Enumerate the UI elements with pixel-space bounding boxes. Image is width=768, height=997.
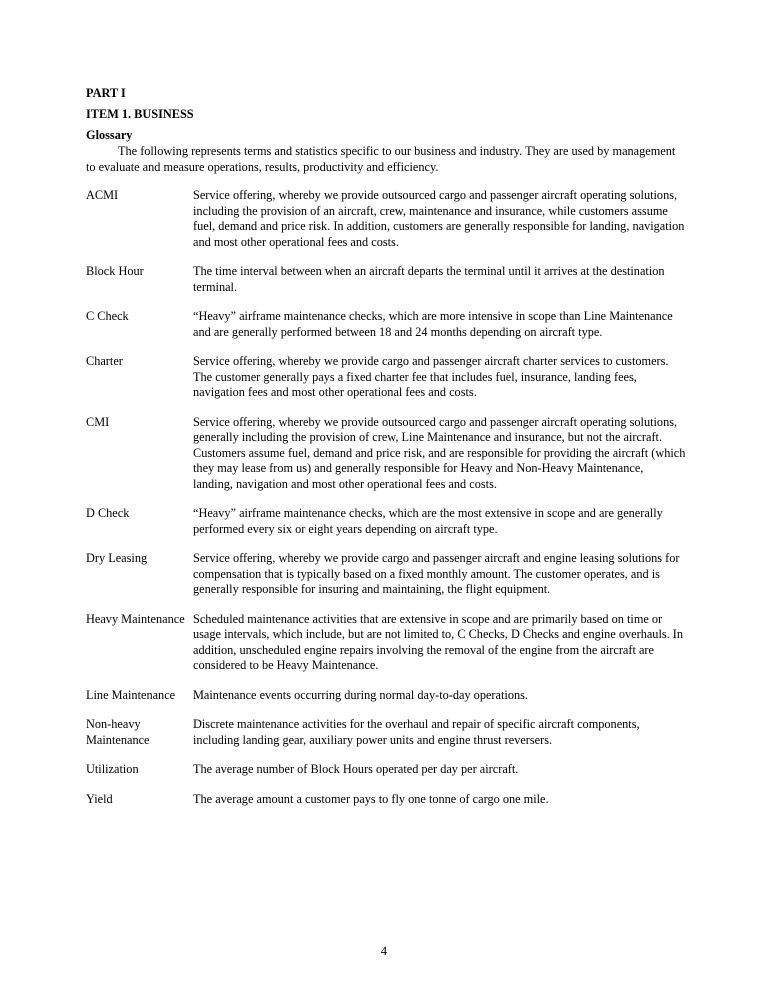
item-title: ITEM 1. BUSINESS	[86, 107, 194, 121]
section-title: Glossary	[86, 128, 133, 142]
glossary-definition: Service offering, whereby we provide cargo and passenger aircraft and engine leasing solutions for compensation that is typically based on a fixed monthly amount. The customer operates, and is generally responsible for insuring and maintaining, the flight equipment.	[193, 551, 680, 596]
glossary-definition: Service offering, whereby we provide outsourced cargo and passenger aircraft operating solutions, generally including the provision of crew, Line Maintenance and insurance, but not the aircraft. Customers assume fuel, demand and price risk, and are responsible for providing the aircraft (which they may lease from us) and generally responsible for Heavy and Non-Heavy Maintenance, landing, navigation and most other operational fees and costs.	[193, 414, 686, 491]
glossary-definition: Maintenance events occurring during normal day-to-day operations.	[193, 687, 528, 702]
glossary-term: Utilization	[86, 762, 139, 776]
glossary-definition: The average amount a customer pays to fly one tonne of cargo one mile.	[193, 791, 549, 806]
glossary-entry-non-heavy-maintenance	[86, 717, 686, 748]
glossary-entry-yield	[86, 792, 686, 808]
glossary-entry-line-maintenance	[86, 688, 686, 704]
glossary-term: CMI	[86, 414, 110, 429]
glossary-entry-charter	[86, 354, 686, 401]
glossary-term: Block Hour	[86, 264, 144, 278]
glossary-term: Heavy Maintenance	[86, 611, 185, 626]
glossary-term: Non-heavy Maintenance	[86, 717, 150, 747]
glossary-entry-c-check	[86, 309, 686, 340]
glossary-definition: “Heavy” airframe maintenance checks, which are the most extensive in scope and are generally performed every six or eight years depending on aircraft type.	[193, 506, 663, 536]
glossary-term: D Check	[86, 506, 130, 520]
glossary-definition: “Heavy” airframe maintenance checks, which are more intensive in scope than Line Maintenance and are generally performed between 18 and 24 months depending on aircraft type.	[193, 309, 673, 339]
document-page	[86, 86, 686, 821]
glossary-definition: Scheduled maintenance activities that are extensive in scope and are primarily based on time or usage intervals, which include, but are not limited to, C Checks, D Checks and engine overhauls. In addition, unscheduled engine repairs involving the removal of the engine from the aircraft are considered to be Heavy Maintenance.	[193, 611, 684, 672]
glossary-term: C Check	[86, 309, 129, 323]
glossary-term: Dry Leasing	[86, 551, 148, 565]
page-number: 4	[380, 944, 388, 958]
glossary-entry-d-check	[86, 506, 686, 537]
glossary-definition: Discrete maintenance activities for the overhaul and repair of specific aircraft components, including landing gear, auxiliary power units and engine thrust reversers.	[193, 717, 640, 747]
part-title: PART I	[86, 86, 126, 100]
glossary-definition: Service offering, whereby we provide cargo and passenger aircraft charter services to customers. The customer generally pays a fixed charter fee that includes fuel, insurance, landing fees, navigation fees and most other operational fees and costs.	[193, 354, 669, 399]
glossary-list	[86, 188, 686, 807]
glossary-definition: Service offering, whereby we provide outsourced cargo and passenger aircraft operating solutions, including the provision of an aircraft, crew, maintenance and insurance, while customers assume fuel, demand and price risk. In addition, customers are generally responsible for landing, navigation and most other operational fees and costs.	[193, 188, 685, 249]
intro-paragraph: The following represents terms and statistics specific to our business and industry. They are used by management to evaluate and measure operations, results, productivity and efficiency.	[86, 144, 676, 174]
glossary-entry-acmi	[86, 188, 686, 250]
glossary-entry-utilization	[86, 762, 686, 778]
glossary-entry-cmi	[86, 415, 686, 493]
glossary-definition: The average number of Block Hours operated per day per aircraft.	[193, 762, 519, 776]
glossary-term: ACMI	[86, 188, 119, 202]
glossary-entry-heavy-maintenance	[86, 612, 686, 674]
glossary-definition: The time interval between when an aircraft departs the terminal until it arrives at the destination terminal.	[193, 264, 665, 294]
glossary-entry-block-hour	[86, 264, 686, 295]
glossary-term: Line Maintenance	[86, 687, 176, 702]
glossary-entry-dry-leasing	[86, 551, 686, 598]
glossary-term: Charter	[86, 354, 123, 368]
glossary-term: Yield	[86, 791, 113, 806]
